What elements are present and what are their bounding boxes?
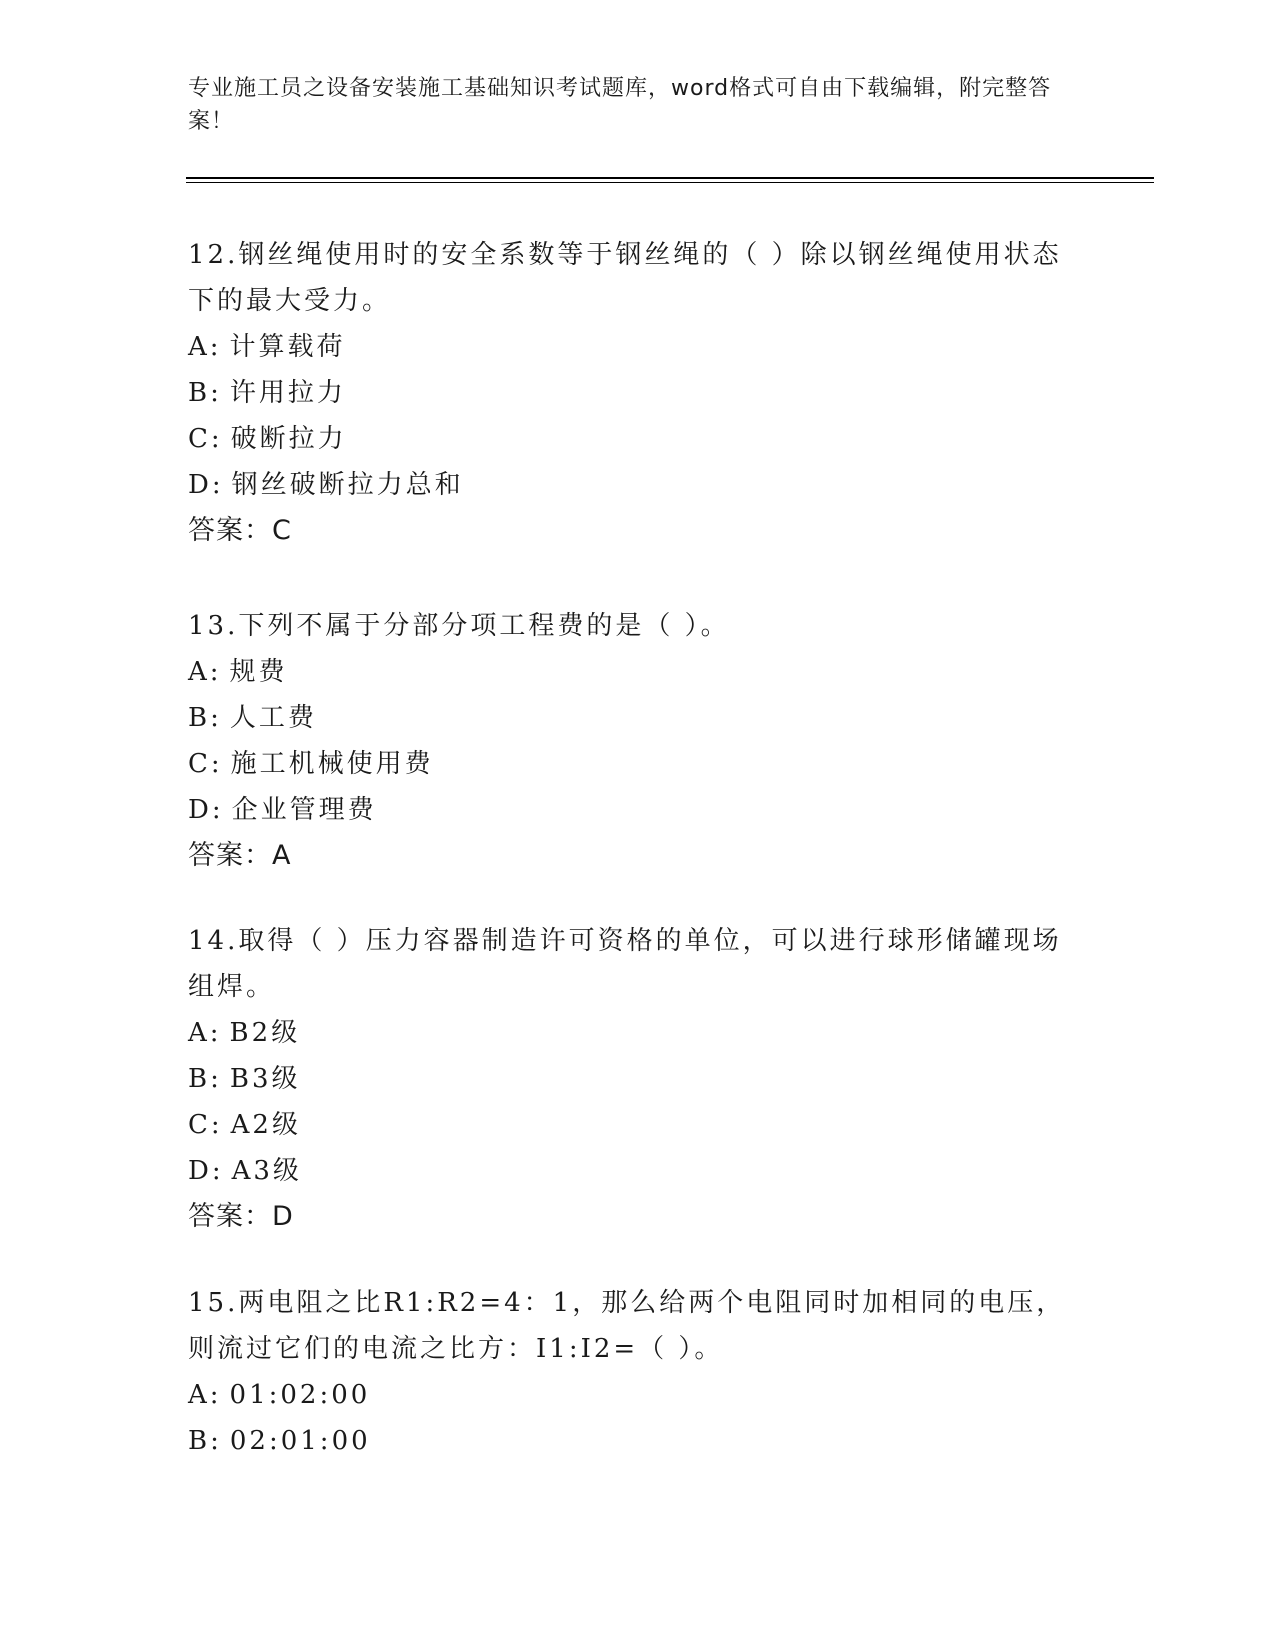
option-label: B:	[188, 1426, 222, 1456]
option-label: C:	[188, 424, 223, 454]
question-stem: 12.钢丝绳使用时的安全系数等于钢丝绳的（ ）除以钢丝绳使用状态下的最大受力。	[188, 240, 1062, 316]
option-label: D:	[188, 1156, 224, 1186]
option-b	[188, 1056, 1088, 1102]
option-label: D:	[188, 470, 224, 500]
option-text: B2级	[229, 1018, 301, 1048]
option-text: 许用拉力	[229, 378, 346, 408]
option-text: A2级	[230, 1110, 301, 1140]
question-12	[188, 232, 1088, 554]
option-text: 01:02:00	[229, 1380, 371, 1410]
header-divider-thick	[186, 177, 1154, 179]
option-d	[188, 1148, 1088, 1194]
option-label: B:	[188, 378, 222, 408]
question-14	[188, 918, 1088, 1240]
option-b	[188, 695, 1088, 741]
option-text: 规费	[229, 657, 288, 687]
option-a	[188, 1372, 1088, 1418]
option-a	[188, 1010, 1088, 1056]
option-a	[188, 324, 1088, 370]
option-b	[188, 370, 1088, 416]
option-label: A:	[188, 1018, 222, 1048]
option-label: A:	[188, 657, 222, 687]
option-a	[188, 649, 1088, 695]
option-label: B:	[188, 1064, 222, 1094]
option-text: 施工机械使用费	[230, 749, 434, 779]
option-text: 计算载荷	[229, 332, 346, 362]
option-b	[188, 1418, 1088, 1464]
option-c	[188, 1102, 1088, 1148]
option-label: B:	[188, 703, 222, 733]
header-divider-thin	[186, 182, 1154, 183]
option-text: 企业管理费	[231, 795, 377, 825]
option-text: 破断拉力	[230, 424, 347, 454]
option-d	[188, 787, 1088, 833]
question-stem: 14.取得（ ）压力容器制造许可资格的单位，可以进行球形储罐现场组焊。	[188, 926, 1062, 1002]
option-label: A:	[188, 332, 222, 362]
option-text: 钢丝破断拉力总和	[231, 470, 464, 500]
document-intro: 专业施工员之设备安装施工基础知识考试题库，word格式可自由下载编辑，附完整答案！	[188, 76, 1052, 134]
option-label: C:	[188, 1110, 223, 1140]
question-stem: 15.两电阻之比R1:R2=4：1，那么给两个电阻同时加相同的电压，则流过它们的电流之比方：I1:I2=（ ）。	[188, 1288, 1066, 1364]
option-text: 02:01:00	[229, 1426, 371, 1456]
option-text: 人工费	[229, 703, 317, 733]
question-13	[188, 603, 1088, 879]
option-c	[188, 741, 1088, 787]
option-text: A3级	[231, 1156, 302, 1186]
answer-line: 答案：C	[188, 515, 292, 546]
option-text: B3级	[229, 1064, 301, 1094]
option-label: A:	[188, 1380, 222, 1410]
answer-line: 答案：D	[188, 1201, 294, 1232]
option-d	[188, 462, 1088, 508]
question-stem: 13.下列不属于分部分项工程费的是（ ）。	[188, 611, 730, 641]
option-label: C:	[188, 749, 223, 779]
answer-line: 答案：A	[188, 840, 292, 871]
option-c	[188, 416, 1088, 462]
option-label: D:	[188, 795, 224, 825]
question-15	[188, 1280, 1088, 1464]
